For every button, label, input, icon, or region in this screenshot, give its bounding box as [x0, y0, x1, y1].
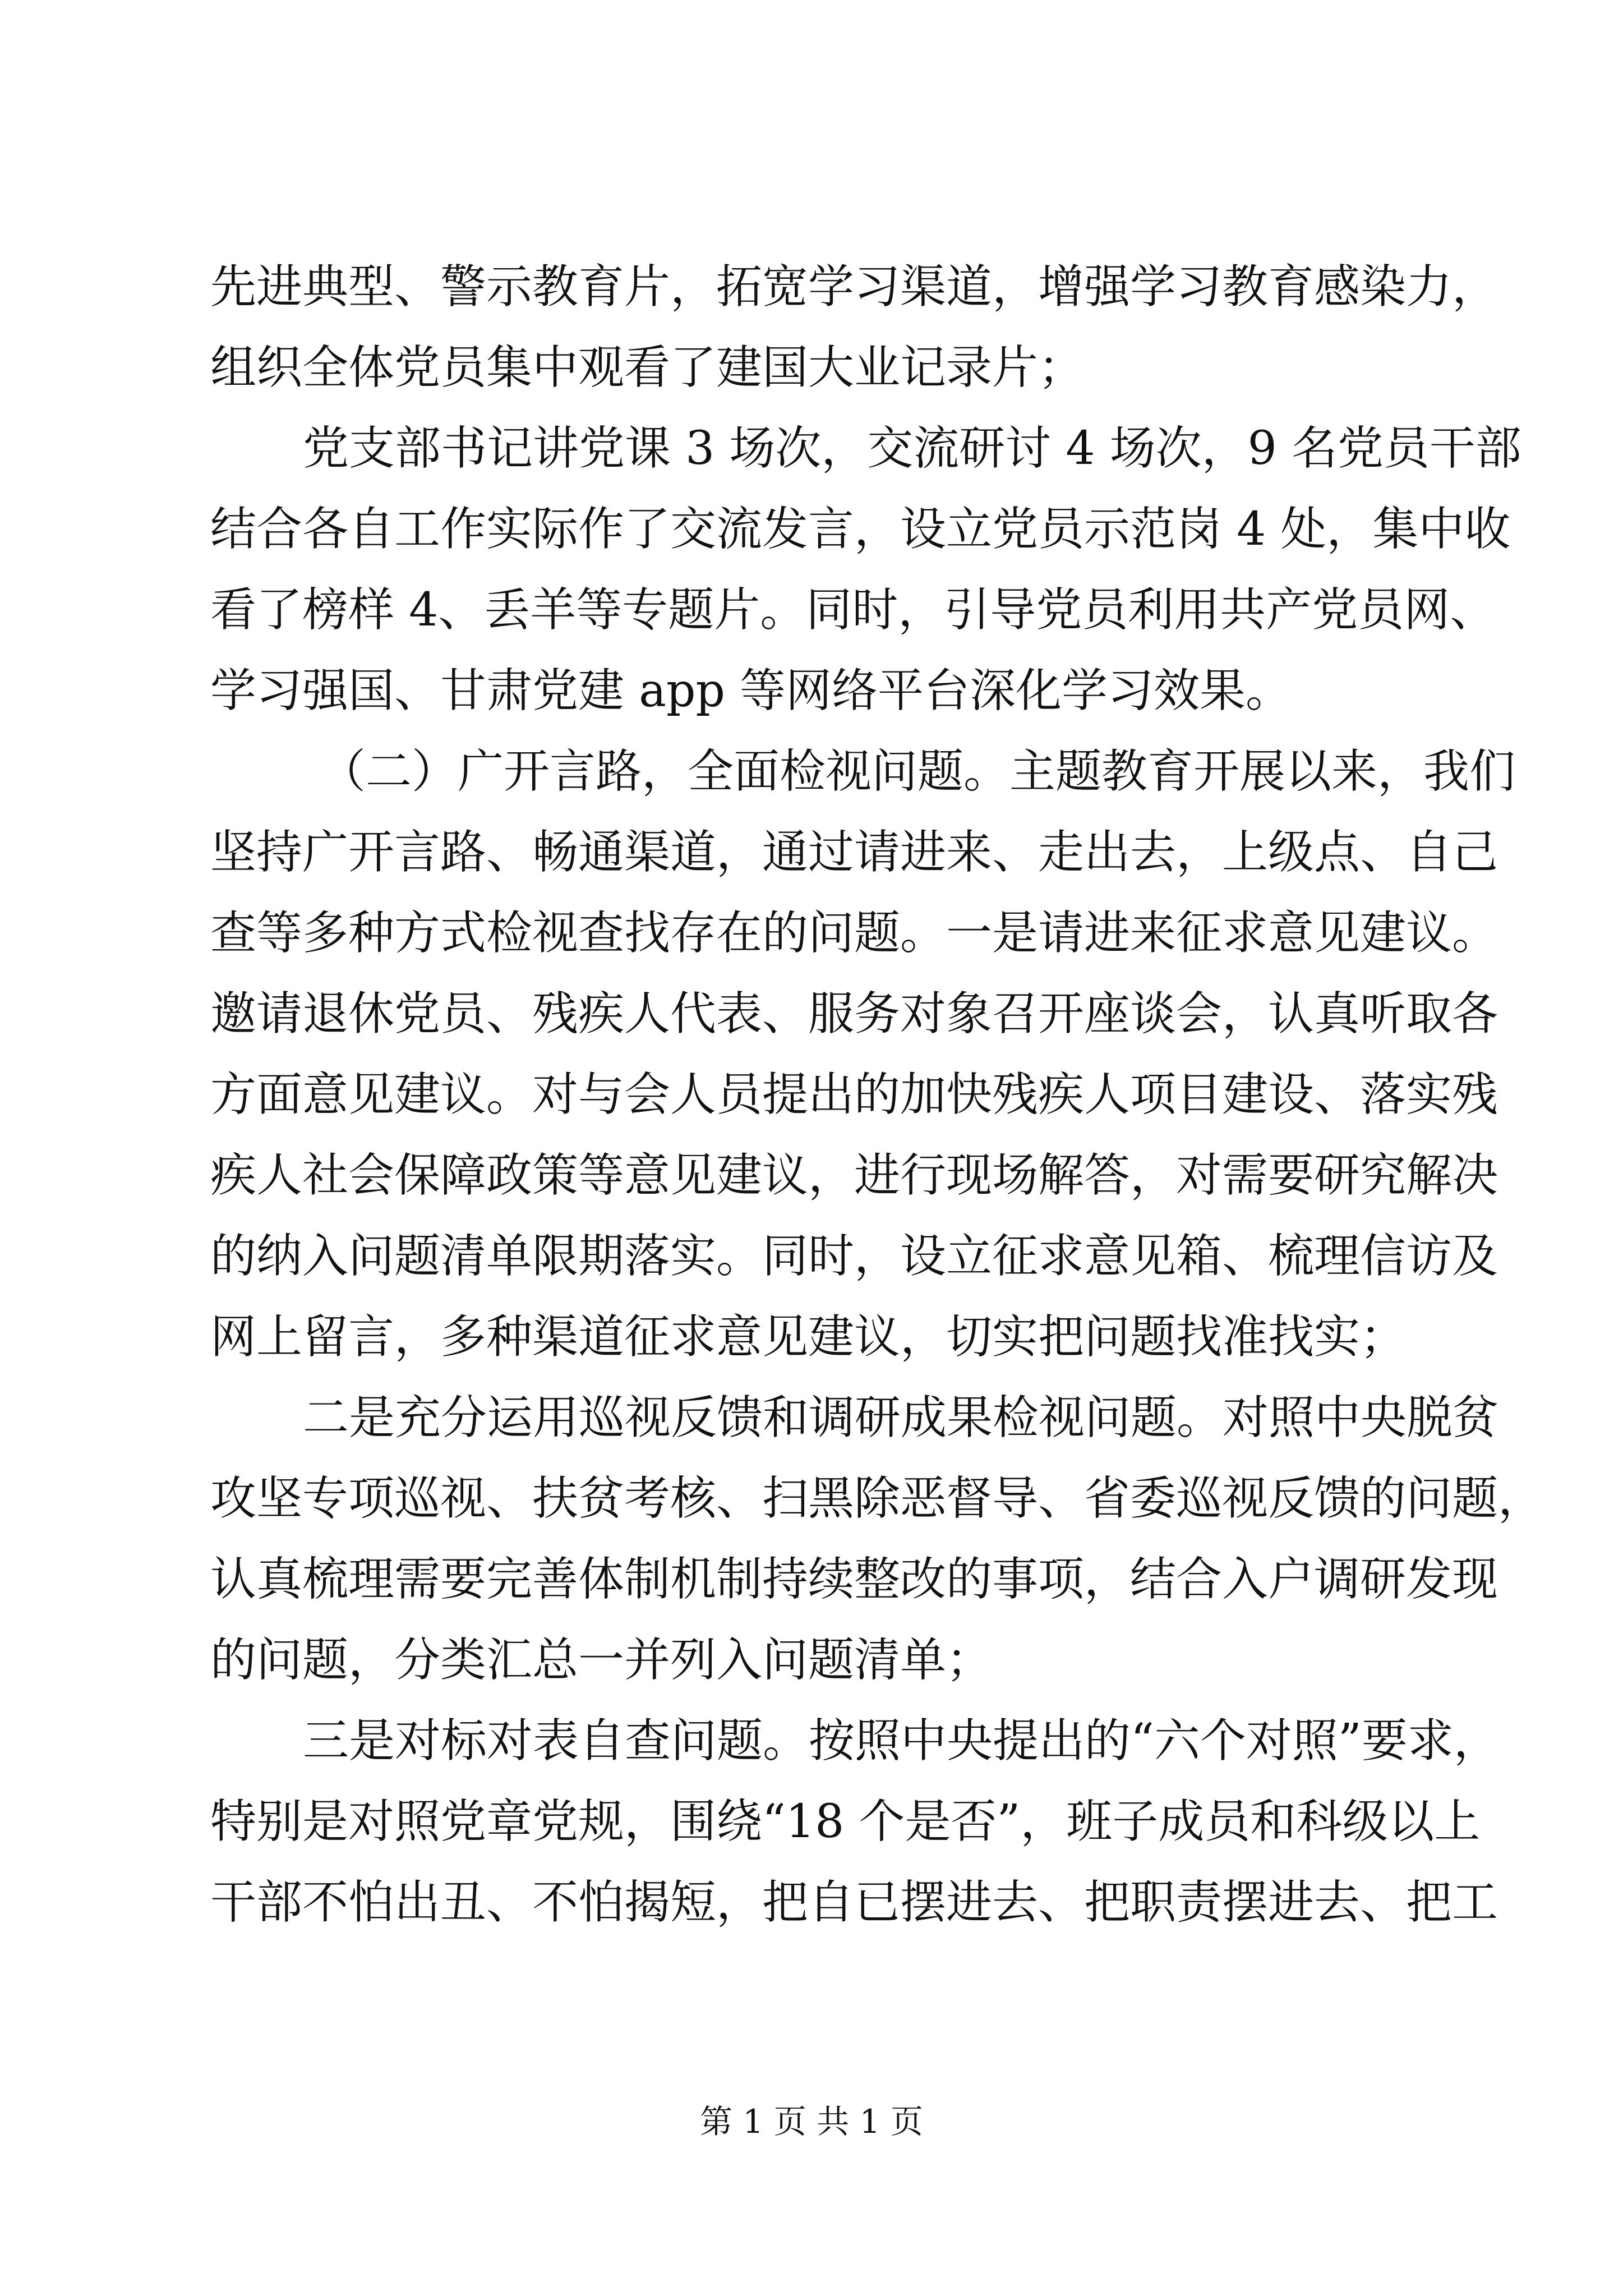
- text-line: 党支部书记讲党课 3 场次，交流研讨 4 场次，9 名党员干部: [303, 422, 1521, 475]
- text-line: 的纳入问题清单限期落实。同时，设立征求意见箱、梳理信访及: [210, 1230, 1498, 1283]
- text-line: 干部不怕出丑、不怕揭短，把自已摆进去、把职责摆进去、把工: [210, 1876, 1498, 1929]
- text-line: 疾人社会保障政策等意见建议，进行现场解答，对需要研究解决: [210, 1149, 1498, 1202]
- text-line: 坚持广开言路、畅通渠道，通过请进来、走出去，上级点、自己: [210, 826, 1498, 879]
- text-line: 的问题，分类汇总一并列入问题清单；: [210, 1634, 993, 1687]
- text-line: 二是充分运用巡视反馈和调研成果检视问题。对照中央脱贫: [303, 1391, 1499, 1444]
- text-line: 网上留言，多种渠道征求意见建议，切实把问题找准找实；: [210, 1310, 1407, 1364]
- document-body: [210, 247, 1544, 1943]
- text-line: 邀请退休党员、残疾人代表、服务对象召开座谈会，认真听取各: [210, 987, 1498, 1041]
- text-line: 结合各自工作实际作了交流发言，设立党员示范岗 4 处，集中收: [210, 503, 1511, 556]
- text-line: 先进典型、警示教育片，拓宽学习渠道，增强学习教育感染力，: [210, 260, 1498, 314]
- text-line: 组织全体党员集中观看了建国大业记录片；: [210, 341, 1085, 394]
- text-line: 攻坚专项巡视、扶贫考核、扫黑除恶督导、省委巡视反馈的问题，: [210, 1472, 1544, 1525]
- text-line: 特别是对照党章党规，围绕“18 个是否”，班子成员和科级以上: [210, 1795, 1481, 1848]
- text-line: 认真梳理需要完善体制机制持续整改的事项，结合入户调研发现: [210, 1553, 1498, 1606]
- text-line: 三是对标对表自查问题。按照中央提出的“六个对照”要求，: [303, 1714, 1500, 1768]
- text-line: 学习强国、甘肃党建 app 等网络平台深化学习效果。: [210, 664, 1292, 717]
- text-line: 方面意见建议。对与会人员提出的加快残疾人项目建设、落实残: [210, 1068, 1498, 1121]
- text-line: 查等多种方式检视查找存在的问题。一是请进来征求意见建议。: [210, 907, 1498, 960]
- page-number-footer: 第 1 页 共 1 页: [700, 2102, 923, 2141]
- text-line: 看了榜样 4、丢羊等专题片。同时，引导党员利用共产党员网、: [210, 583, 1496, 637]
- text-line: （二）广开言路，全面检视问题。主题教育开展以来，我们: [320, 745, 1516, 798]
